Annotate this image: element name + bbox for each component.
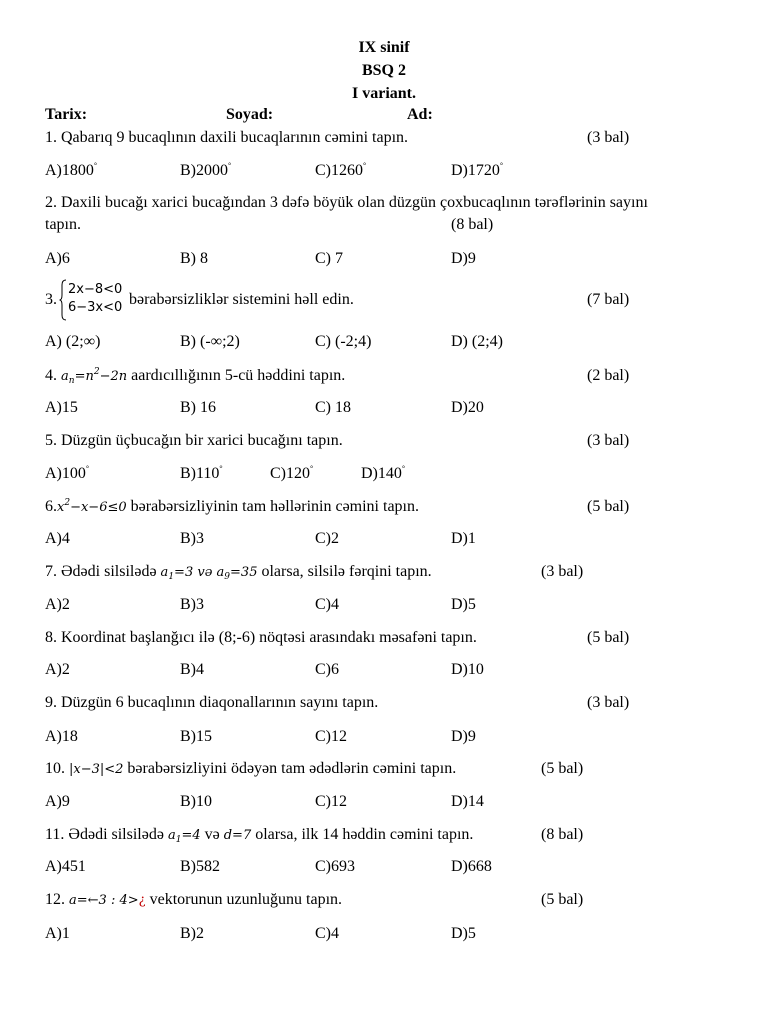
question-7-option-d: D)5 (451, 596, 476, 613)
question-6-option-a: A)4 (45, 530, 70, 547)
variant-title: I variant. (352, 85, 416, 102)
question-2-option-c: C) 7 (315, 250, 343, 267)
question-1-option-a: A)1800° (45, 161, 98, 179)
question-2-option-b: B) 8 (180, 250, 208, 267)
question-5-option-b: B)110° (180, 464, 223, 482)
question-1-option-c: C)1260° (315, 161, 367, 179)
question-4-formula: $a_n=n^2-2n$ (61, 367, 128, 386)
question-3-inequality-system (45, 279, 135, 321)
question-3-text: bərabərsizliklər sistemini həll edin. (129, 291, 354, 308)
question-10-text: 10. |x−3|<2 bərabərsizliyini ödəyən tam ədədlərin cəmini tapın. (45, 760, 457, 777)
question-11-option-a: A)451 (45, 858, 86, 875)
question-4-option-c: C) 18 (315, 399, 351, 416)
name-label: Ad: (407, 106, 433, 123)
question-8-option-a: A)2 (45, 661, 70, 678)
question-7-option-a: A)2 (45, 596, 70, 613)
question-11-text: 11. Ədədi silsilədə $a_1=4$ və d=7 olarsa, ilk 14 həddin cəmini tapın. (45, 826, 474, 845)
question-11-formula-a1: $a_1=4$ (167, 828, 201, 845)
question-11-option-d: D)668 (451, 858, 492, 875)
question-10-formula: |x−3|<2 (69, 762, 124, 777)
question-3-option-c: C) (-2;4) (315, 333, 372, 350)
question-6-text: $6.x^2-x-6\le 0$ bərabərsizliyinin tam həllərinin cəmini tapın. (45, 498, 419, 515)
question-8-text: 8. Koordinat başlanğıcı ilə (8;-6) nöqtəsi arasındakı məsafəni tapın. (45, 629, 477, 646)
question-10-option-d: D)14 (451, 793, 484, 810)
question-3-inequality-1: 2x−8<0 (68, 282, 123, 297)
question-9-points: (3 bal) (587, 694, 630, 711)
question-2-option-a: A)6 (45, 250, 70, 267)
question-11-option-b: B)582 (180, 858, 220, 875)
question-8-points: (5 bal) (587, 629, 630, 646)
question-4-points: (2 bal) (587, 367, 630, 384)
question-11-option-c: C)693 (315, 858, 355, 875)
question-12-option-b: B)2 (180, 925, 204, 942)
question-10-points: (5 bal) (541, 760, 584, 777)
question-7-points: (3 bal) (541, 563, 584, 580)
date-label: Tarix: (45, 106, 88, 123)
curly-brace-icon (59, 279, 67, 321)
question-11-formula-d: d=7 (223, 828, 252, 843)
question-3-option-a: A) (2;∞) (45, 333, 101, 350)
question-6-option-d: D)1 (451, 530, 476, 547)
question-5-text: 5. Düzgün üçbucağın bir xarici bucağını tapın. (45, 432, 343, 449)
question-7-option-c: C)4 (315, 596, 339, 613)
question-4-option-d: D)20 (451, 399, 484, 416)
question-12-text: 12. a=←3 : 4>¿ vektorunun uzunluğunu tapın. (45, 891, 343, 908)
question-7-option-b: B)3 (180, 596, 204, 613)
question-1-text: 1. Qabarıq 9 bucaqlının daxili bucaqlarının cəmini tapın. (45, 129, 409, 146)
question-12-option-d: D)5 (451, 925, 476, 942)
question-11-points: (8 bal) (541, 826, 584, 843)
surname-label: Soyad: (226, 106, 274, 123)
question-5-option-a: A)100° (45, 464, 90, 482)
question-6-points: (5 bal) (587, 498, 630, 515)
question-4-text: 4. $a_n=n^2-2n$ aardıcıllığının 5-cü həddini tapın. (45, 367, 346, 386)
question-3-option-d: D) (2;4) (451, 333, 503, 350)
question-12-points: (5 bal) (541, 891, 584, 908)
question-3-number: 3. (45, 291, 57, 308)
question-7-formula: $a_1=3$ və $a_9=35$ (160, 565, 258, 582)
question-1-option-b: B)2000° (180, 161, 232, 179)
question-3-points: (7 bal) (587, 291, 630, 308)
question-8-option-c: C)6 (315, 661, 339, 678)
question-2-option-d: D)9 (451, 250, 476, 267)
question-10-option-a: A)9 (45, 793, 70, 810)
question-9-option-c: C)12 (315, 728, 347, 745)
question-9-option-d: D)9 (451, 728, 476, 745)
question-9-option-b: B)15 (180, 728, 212, 745)
question-6-option-b: B)3 (180, 530, 204, 547)
question-2-text-line2: tapın. (45, 216, 81, 233)
question-4-option-a: A)15 (45, 399, 78, 416)
question-3-option-b: B) (-∞;2) (180, 333, 240, 350)
question-10-option-b: B)10 (180, 793, 212, 810)
question-6-option-c: C)2 (315, 530, 339, 547)
question-10-option-c: C)12 (315, 793, 347, 810)
question-7-text: 7. Ədədi silsilədə $a_1=3$ və $a_9=35$ olarsa, silsilə fərqini tapın. (45, 563, 432, 582)
question-2-text-line1: 2. Daxili bucağı xarici bucağından 3 dəfə böyük olan düzgün çoxbucaqlının tərəflərinin sayını (45, 194, 648, 211)
question-8-option-d: D)10 (451, 661, 484, 678)
question-3-inequality-2: 6−3x<0 (68, 300, 123, 315)
question-8-option-b: B)4 (180, 661, 204, 678)
question-9-text: 9. Düzgün 6 bucaqlının diaqonallarının sayını tapın. (45, 694, 379, 711)
question-4-option-b: B) 16 (180, 399, 216, 416)
test-title: BSQ 2 (361, 62, 406, 79)
question-12-option-c: C)4 (315, 925, 339, 942)
question-5-points: (3 bal) (587, 432, 630, 449)
question-1-option-d: D)1720° (451, 161, 504, 179)
question-5-option-d: D)140° (361, 464, 406, 482)
question-9-option-a: A)18 (45, 728, 78, 745)
class-title: IX sinif (358, 39, 410, 56)
question-5-option-c: C)120° (270, 464, 314, 482)
question-1-points: (3 bal) (587, 129, 630, 146)
question-6-formula: $x^2-x-6\le 0$ (57, 498, 127, 515)
question-2-points: (8 bal) (451, 216, 494, 233)
question-12-formula: a=←3 : 4>¿ (69, 893, 146, 908)
question-12-option-a: A)1 (45, 925, 70, 942)
